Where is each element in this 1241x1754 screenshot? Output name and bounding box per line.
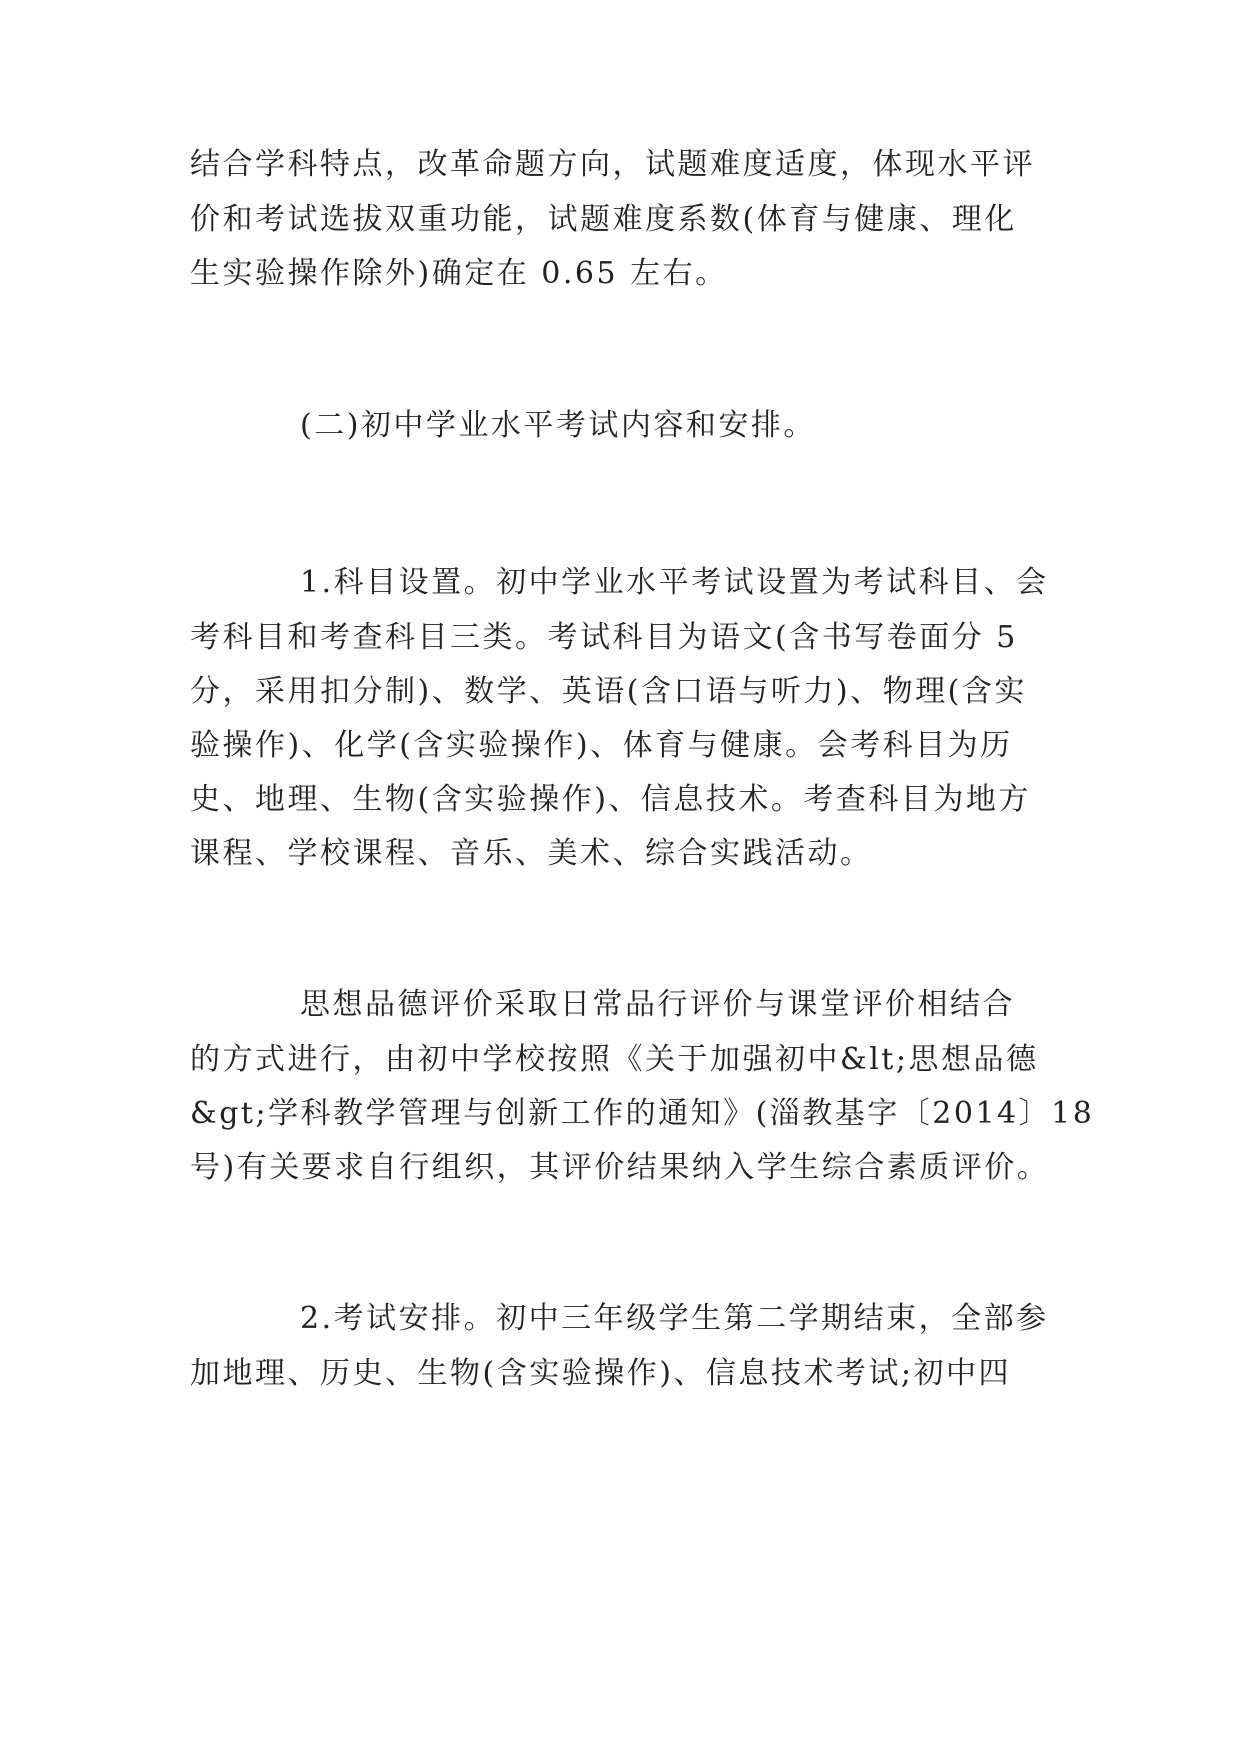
body-text-line: 生实验操作除外)确定在 0.65 左右。 (190, 256, 728, 291)
body-text-line: 价和考试选拔双重功能，试题难度系数(体育与健康、理化 (190, 202, 1017, 237)
body-text-line: 2.考试安排。初中三年级学生第二学期结束，全部参 (300, 1301, 1049, 1336)
body-text-line: 验操作)、化学(含实验操作)、体育与健康。会考科目为历 (190, 728, 1013, 763)
body-text-line: 号)有关要求自行组织，其评价结果纳入学生综合素质评价。 (190, 1150, 1050, 1185)
body-text-line: 思想品德评价采取日常品行评价与课堂评价相结合 (300, 987, 1015, 1022)
body-text-line: 结合学科特点，改革命题方向，试题难度适度，体现水平评 (190, 147, 1035, 182)
body-text-line: 的方式进行，由初中学校按照《关于加强初中&lt;思想品德 (190, 1042, 1039, 1077)
section-heading: (二)初中学业水平考试内容和安排。 (300, 408, 816, 443)
body-text-line: 1.科目设置。初中学业水平考试设置为考试科目、会 (300, 565, 1049, 600)
body-text-line: 分，采用扣分制)、数学、英语(含口语与听力)、物理(含实 (190, 674, 1027, 709)
body-text-line: 史、地理、生物(含实验操作)、信息技术。考查科目为地方 (190, 782, 1031, 817)
body-text-line: 课程、学校课程、音乐、美术、综合实践活动。 (190, 836, 873, 871)
body-text-line: 加地理、历史、生物(含实验操作)、信息技术考试;初中四 (190, 1356, 1012, 1391)
body-text-line: 考科目和考查科目三类。考试科目为语文(含书写卷面分 5 (190, 620, 1018, 655)
body-text-line: &gt;学科教学管理与创新工作的通知》(淄教基字〔2014〕18 (190, 1096, 1095, 1131)
